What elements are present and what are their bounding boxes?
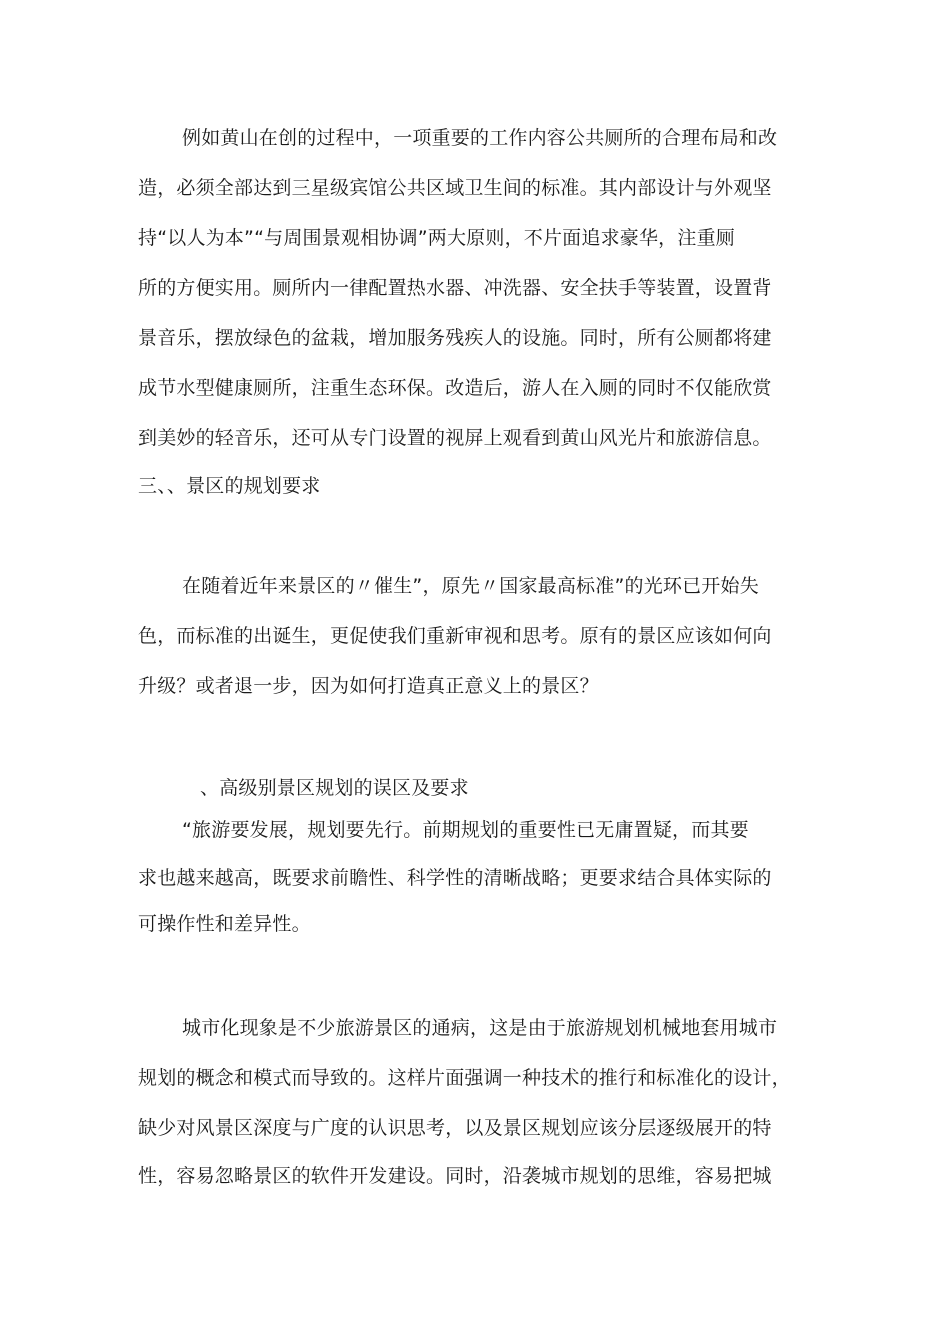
paragraph-1-line-3: 持“以人为本”“与周围景观相协调”两大原则，不片面追求豪华，注重厕	[138, 227, 735, 249]
section-heading-3: 三、、景区的规划要求	[138, 475, 321, 497]
paragraph-1-line-2: 造，必须全部达到三星级宾馆公共区域卫生间的标准。其内部设计与外观坚	[138, 177, 772, 199]
paragraph-1-line-6: 成节水型健康厕所，注重生态环保。改造后，游人在入厕的同时不仅能欣赏	[138, 377, 772, 399]
paragraph-3-line-2: 求也越来越高，既要求前瞻性、科学性的清晰战略；更要求结合具体实际的	[138, 867, 772, 889]
paragraph-4-line-3: 缺少对风景区深度与广度的认识思考，以及景区规划应该分层逐级展开的特	[138, 1117, 772, 1139]
subheading: 、高级别景区规划的误区及要求	[200, 777, 469, 799]
paragraph-2-line-1: 在随着近年来景区的〃催生”，原先〃国家最高标准”的光环已开始失	[182, 575, 759, 597]
paragraph-1-line-7: 到美妙的轻音乐，还可从专门设置的视屏上观看到黄山风光片和旅游信息。	[138, 427, 772, 449]
paragraph-4-line-2: 规划的概念和模式而导致的。这样片面强调一种技术的推行和标准化的设计，	[138, 1067, 791, 1089]
paragraph-3-line-3: 可操作性和差异性。	[138, 913, 311, 935]
paragraph-1-line-1: 例如黄山在创的过程中，一项重要的工作内容公共厕所的合理布局和改	[182, 127, 778, 149]
paragraph-4-line-1: 城市化现象是不少旅游景区的通病，这是由于旅游规划机械地套用城市	[182, 1017, 778, 1039]
paragraph-2-line-2: 色，而标准的出诞生，更促使我们重新审视和思考。原有的景区应该如何向	[138, 625, 772, 647]
paragraph-1-line-5: 景音乐，摆放绿色的盆栽，增加服务残疾人的设施。同时，所有公厕都将建	[138, 327, 772, 349]
paragraph-1-line-4: 所的方便实用。厕所内一律配置热水器、冲洗器、安全扶手等装置，设置背	[138, 277, 772, 299]
paragraph-3-line-1: “旅游要发展，规划要先行。前期规划的重要性已无庸置疑，而其要	[182, 819, 749, 841]
paragraph-4-line-4: 性，容易忽略景区的软件开发建设。同时，沿袭城市规划的思维，容易把城	[138, 1165, 772, 1187]
paragraph-2-line-3: 升级？或者退一步，因为如何打造真正意义上的景区？	[138, 675, 599, 697]
